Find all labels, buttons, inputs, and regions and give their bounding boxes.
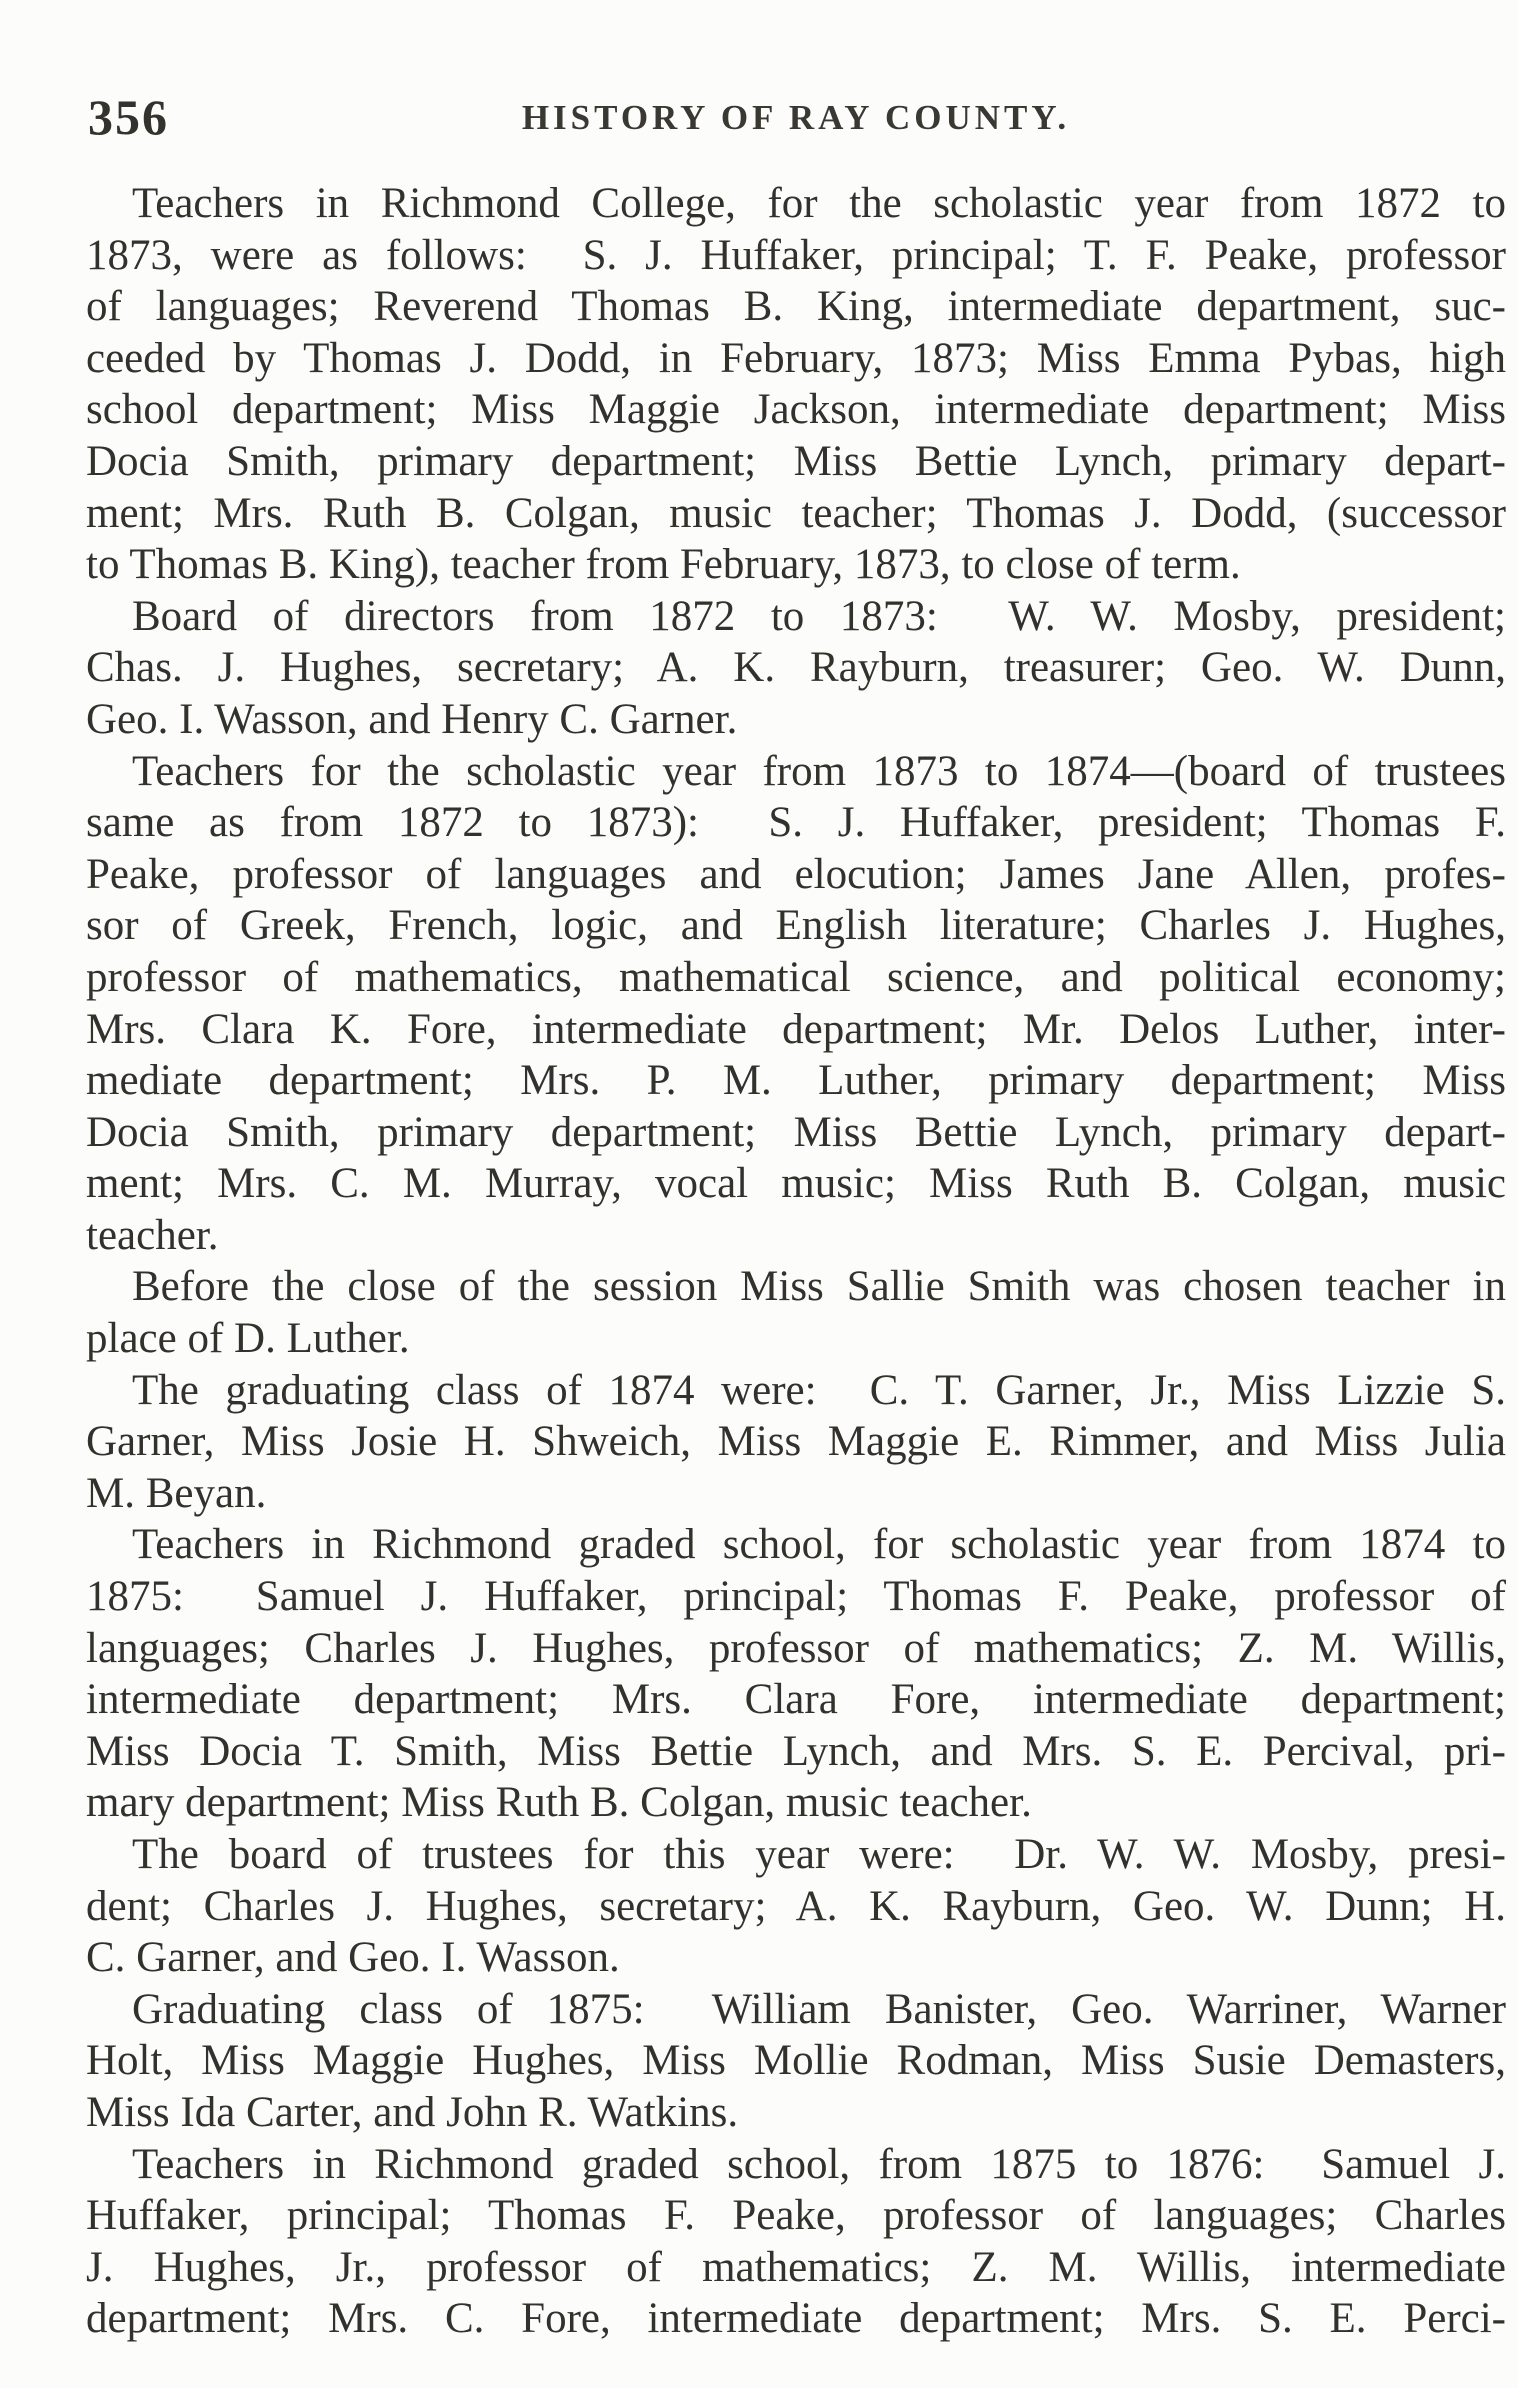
text-line: Geo. I. Wasson, and Henry C. Garner. [86,695,738,743]
text-line: Mrs. Clara K. Fore, intermediate department; Mr. Delos Luther, inter- [86,1005,1506,1053]
text-line: ceeded by Thomas J. Dodd, in February, 1873; Miss Emma Pybas, high [86,334,1506,382]
text-line: intermediate department; Mrs. Clara Fore, intermediate department; [86,1676,1506,1724]
paragraph [86,1519,1506,1829]
text-line: Docia Smith, primary department; Miss Bettie Lynch, primary depart- [86,437,1506,485]
text-line: C. Garner, and Geo. I. Wasson. [86,1934,620,1982]
text-line: Teachers in Richmond graded school, from 1875 to 1876: Samuel J. [132,2140,1506,2188]
paragraph [86,178,1506,591]
text-line: Holt, Miss Maggie Hughes, Miss Mollie Rodman, Miss Susie Demasters, [86,2037,1506,2085]
running-title: HISTORY OF RAY COUNTY. [521,98,1071,137]
paragraph [86,1829,1506,1984]
text-line: Teachers for the scholastic year from 1873 to 1874—(board of trustees [132,747,1506,795]
text-line: Teachers in Richmond graded school, for scholastic year from 1874 to [132,1521,1506,1569]
text-line: Teachers in Richmond College, for the scholastic year from 1872 to [132,180,1506,227]
paragraph [86,1261,1506,1364]
text-line: Chas. J. Hughes, secretary; A. K. Rayburn, treasurer; Geo. W. Dunn, [86,644,1506,692]
text-line: Graduating class of 1875: William Banister, Geo. Warriner, Warner [132,1985,1506,2033]
text-line: mediate department; Mrs. P. M. Luther, primary department; Miss [86,1057,1506,1105]
text-line: M. Beyan. [86,1469,267,1517]
text-line: J. Hughes, Jr., professor of mathematics; Z. M. Willis, intermediate [86,2243,1506,2291]
text-line: mary department; Miss Ruth B. Colgan, music teacher. [86,1779,1032,1827]
text-line: dent; Charles J. Hughes, secretary; A. K. Rayburn, Geo. W. Dunn; H. [86,1882,1506,1930]
text-line: 1875: Samuel J. Huffaker, principal; Thomas F. Peake, professor of [86,1573,1506,1621]
text-line: sor of Greek, French, logic, and English literature; Charles J. Hughes, [86,902,1506,950]
paragraph [86,591,1506,746]
text-line: professor of mathematics, mathematical science, and political economy; [86,953,1506,1001]
text-line: Before the close of the session Miss Sallie Smith was chosen teacher in [132,1263,1506,1311]
text-line: ment; Mrs. C. M. Murray, vocal music; Miss Ruth B. Colgan, music [86,1160,1506,1208]
text-line: Docia Smith, primary department; Miss Bettie Lynch, primary depart- [86,1108,1506,1156]
paragraph [86,2139,1506,2345]
paragraph [86,746,1506,1262]
text-line: to Thomas B. King), teacher from February, 1873, to close of term. [86,541,1241,589]
text-line: Garner, Miss Josie H. Shweich, Miss Maggie E. Rimmer, and Miss Julia [86,1418,1506,1466]
page-header [86,88,1506,144]
text-line: Board of directors from 1872 to 1873: W. W. Mosby, president; [132,592,1506,640]
text-column [86,178,1506,2345]
text-line: of languages; Reverend Thomas B. King, intermediate department, suc- [86,283,1506,331]
text-line: school department; Miss Maggie Jackson, intermediate department; Miss [86,386,1506,434]
text-line: Miss Docia T. Smith, Miss Bettie Lynch, and Mrs. S. E. Percival, pri- [86,1727,1506,1775]
text-line: teacher. [86,1211,219,1259]
text-line: ment; Mrs. Ruth B. Colgan, music teacher; Thomas J. Dodd, (successor [86,489,1506,537]
paragraph [86,1984,1506,2139]
text-line: same as from 1872 to 1873): S. J. Huffaker, president; Thomas F. [86,799,1506,847]
text-line: languages; Charles J. Hughes, professor of mathematics; Z. M. Willis, [86,1624,1506,1672]
paragraph [86,1365,1506,1520]
page-number: 356 [88,89,169,145]
text-line: 1873, were as follows: S. J. Huffaker, principal; T. F. Peake, professor [86,231,1506,279]
text-line: department; Mrs. C. Fore, intermediate department; Mrs. S. E. Perci- [86,2295,1506,2343]
text-line: Huffaker, principal; Thomas F. Peake, professor of languages; Charles [86,2192,1506,2240]
text-line: Miss Ida Carter, and John R. Watkins. [86,2088,739,2136]
text-line: The graduating class of 1874 were: C. T. Garner, Jr., Miss Lizzie S. [132,1366,1506,1414]
text-line: The board of trustees for this year were: Dr. W. W. Mosby, presi- [132,1831,1506,1878]
text-line: place of D. Luther. [86,1315,410,1363]
text-line: Peake, professor of languages and elocution; James Jane Allen, profes- [86,850,1506,898]
